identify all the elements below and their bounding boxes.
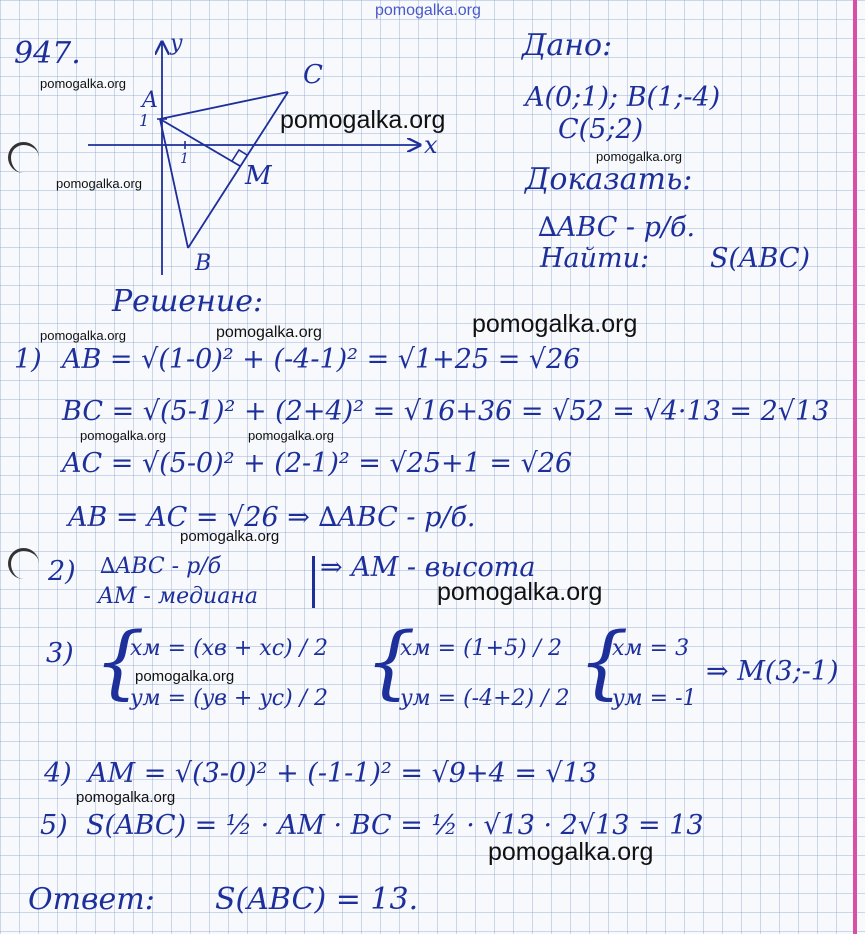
step3-sys3-y: yм = -1 <box>612 686 697 711</box>
answer-label: Ответ: <box>28 882 155 917</box>
watermark: pomogalka.org <box>248 428 334 443</box>
find-heading: Найти: <box>540 243 650 274</box>
step5-number: 5) <box>40 810 68 841</box>
step1-number: 1) <box>14 344 42 375</box>
step4-number: 4) <box>44 758 72 789</box>
watermark: pomogalka.org <box>280 106 446 134</box>
prove-heading: Доказать: <box>525 162 693 197</box>
point-b-label: B <box>195 251 212 276</box>
tick-y-label: 1 <box>139 111 150 130</box>
axis-y-label: y <box>170 31 183 56</box>
step1-ac: AC = √(5-0)² + (2-1)² = √25+1 = √26 <box>62 448 573 479</box>
watermark: pomogalka.org <box>56 176 142 191</box>
step3-sys1-x: xм = (xв + xс) / 2 <box>130 636 328 661</box>
step3-result: ⇒ M(3;-1) <box>706 656 839 687</box>
point-c-label: C <box>303 60 323 90</box>
point-a-label: A <box>142 88 158 113</box>
step2-brace <box>312 556 315 608</box>
watermark: pomogalka.org <box>40 76 126 91</box>
watermark: pomogalka.org <box>40 328 126 343</box>
step1-ab: AB = √(1-0)² + (-4-1)² = √1+25 = √26 <box>62 344 581 375</box>
point-m-label: M <box>245 161 272 191</box>
watermark-top: pomogalka.org <box>375 2 481 19</box>
problem-number: 947. <box>14 36 81 71</box>
step2-result: ⇒ AM - высота <box>320 552 536 583</box>
step3-sys1-y: yм = (yв + yс) / 2 <box>130 686 329 711</box>
given-heading: Дано: <box>522 28 613 63</box>
step3-sys2-x: xм = (1+5) / 2 <box>400 636 563 661</box>
axis-x-label: x <box>424 131 438 159</box>
step1-conclusion: AB = AC = √26 ⇒ ∆ABC - р/б. <box>68 502 476 533</box>
given-line1: A(0;1); B(1;-4) <box>525 82 721 113</box>
find-target: S(ABC) <box>710 243 811 274</box>
watermark: pomogalka.org <box>488 838 654 866</box>
step2-line2: AM - медиана <box>98 584 258 609</box>
step3-number: 3) <box>46 638 74 669</box>
step5-area: S(ABC) = ½ · AM · BC = ½ · √13 · 2√13 = 13 <box>86 810 704 841</box>
solution-heading: Решение: <box>112 284 264 319</box>
watermark: pomogalka.org <box>135 668 235 685</box>
watermark: pomogalka.org <box>472 310 638 338</box>
notebook-margin-line <box>853 0 857 934</box>
step4-am: AM = √(3-0)² + (-1-1)² = √9+4 = √13 <box>88 758 598 789</box>
watermark: pomogalka.org <box>216 324 322 341</box>
system-brace: { <box>578 615 629 708</box>
watermark: pomogalka.org <box>76 789 176 806</box>
segment-am <box>160 119 240 166</box>
binder-hole <box>8 548 39 579</box>
segment-ac <box>160 92 288 119</box>
step3-sys3-x: xм = 3 <box>612 636 690 661</box>
watermark: pomogalka.org <box>180 528 280 545</box>
segment-ab <box>160 119 188 248</box>
prove-statement: ∆ABC - р/б. <box>538 212 696 243</box>
watermark: pomogalka.org <box>596 149 682 164</box>
step1-bc: BC = √(5-1)² + (2+4)² = √16+36 = √52 = √4·13 = 2√13 <box>62 396 830 427</box>
tick-x-label: 1 <box>180 151 189 167</box>
system-brace: { <box>94 615 145 708</box>
watermark: pomogalka.org <box>437 578 603 606</box>
system-brace: { <box>365 615 416 708</box>
watermark: pomogalka.org <box>80 428 166 443</box>
coordinate-diagram <box>0 20 460 310</box>
given-line2: C(5;2) <box>558 114 644 145</box>
segment-bc <box>188 92 288 248</box>
step2-line1: ∆ABC - р/б <box>100 554 221 579</box>
step3-sys2-y: yм = (-4+2) / 2 <box>400 686 570 711</box>
answer-value: S(ABC) = 13. <box>215 882 419 917</box>
step2-number: 2) <box>48 556 76 587</box>
